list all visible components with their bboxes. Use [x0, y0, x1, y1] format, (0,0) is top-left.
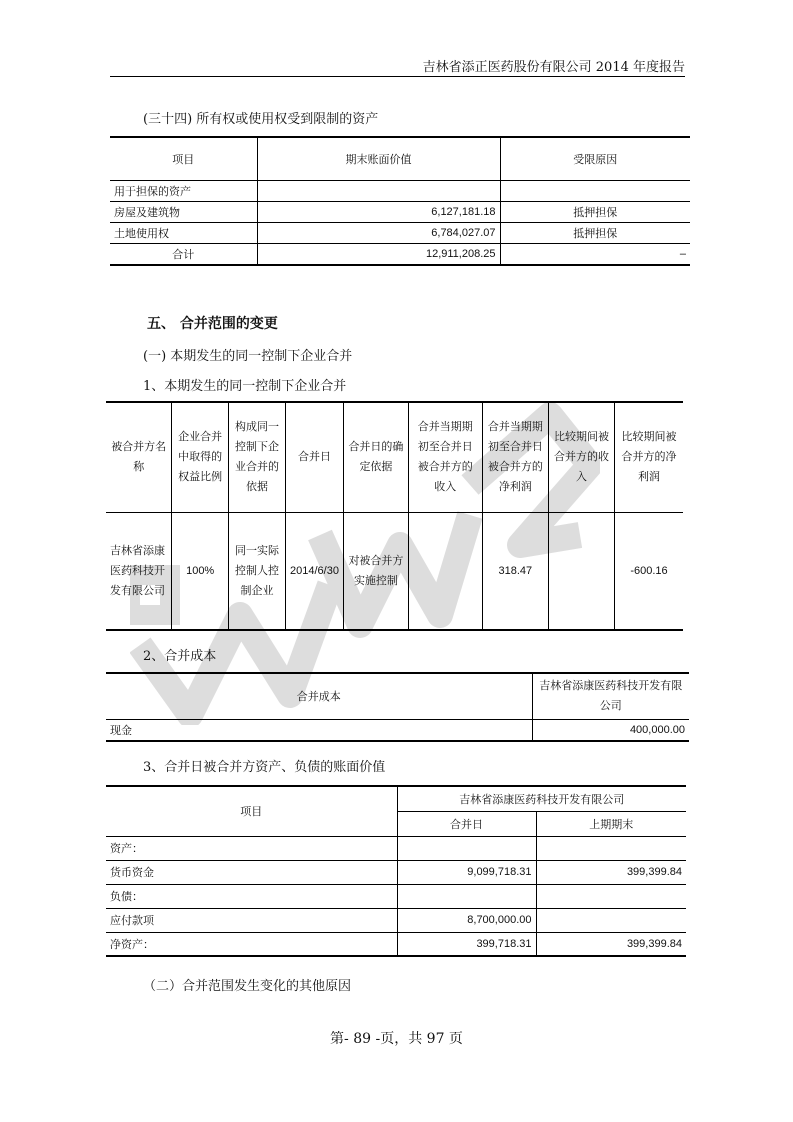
sec5-title: 五、 合并范围的变更: [147, 316, 278, 332]
bv-cell: 8,700,000.00: [397, 908, 536, 932]
bv-cell: 资产：: [106, 836, 397, 860]
bv-cell: 负债：: [106, 884, 397, 908]
s34-cell: 用于担保的资产: [110, 180, 257, 201]
bv-col-item: 项目: [106, 786, 397, 836]
merger-cell: 吉林省添康医药科技开发有限公司: [106, 512, 172, 630]
bv-cell: 399,399.84: [536, 860, 686, 884]
s34-total-value: 12,911,208.25: [257, 243, 500, 265]
merger-cell: 同一实际控制人控制企业: [228, 512, 285, 630]
bv-cell: 净资产：: [106, 932, 397, 956]
bv-col-prior: 上期期末: [536, 811, 686, 836]
merger-cell: -600.16: [614, 512, 683, 630]
bv-col-date: 合并日: [397, 811, 536, 836]
merger-cell: [408, 512, 482, 630]
bv-cell: 9,099,718.31: [397, 860, 536, 884]
s34-table: [110, 136, 690, 266]
s34-cell: 6,127,181.18: [257, 201, 500, 222]
page-footer: 第- 89 -页，共 97 页: [330, 1031, 463, 1047]
bv-cell: [397, 836, 536, 860]
sec5-item2: 2、合并成本: [143, 649, 217, 664]
s34-total-reason: –: [500, 243, 690, 265]
merger-cell: 对被合并方实施控制: [343, 512, 408, 630]
merger-col: 构成同一控制下企业合并的依据: [228, 402, 285, 512]
s34-col-item: 项目: [110, 137, 257, 180]
header-rule: [110, 76, 685, 77]
bv-cell: 货币资金: [106, 860, 397, 884]
bv-cell: 应付款项: [106, 908, 397, 932]
bv-cell: [536, 884, 686, 908]
s34-cell: 房屋及建筑物: [110, 201, 257, 222]
bv-cell: 399,399.84: [536, 932, 686, 956]
bv-cell: [536, 836, 686, 860]
s34-cell: 抵押担保: [500, 201, 690, 222]
sec5-item1: 1、本期发生的同一控制下企业合并: [143, 379, 347, 394]
merger-cell: 2014/6/30: [286, 512, 344, 630]
merger-col: 企业合并中取得的权益比例: [172, 402, 229, 512]
merger-col: 合并当期期初至合并日被合并方的收入: [408, 402, 482, 512]
page-header: 吉林省添正医药股份有限公司 2014 年度报告: [422, 60, 685, 75]
merger-col: 合并日: [286, 402, 344, 512]
s34-cell: 土地使用权: [110, 222, 257, 243]
s34-cell: [500, 180, 690, 201]
bv-col-company: 吉林省添康医药科技开发有限公司: [397, 786, 686, 811]
bv-cell: [397, 884, 536, 908]
cost-label: 现金: [106, 719, 532, 741]
bv-cell: 399,718.31: [397, 932, 536, 956]
bv-cell: [536, 908, 686, 932]
merger-cell: 318.47: [482, 512, 548, 630]
s34-title: (三十四) 所有权或使用权受到限制的资产: [143, 112, 379, 127]
sec5-item3: 3、合并日被合并方资产、负债的账面价值: [143, 760, 386, 775]
sec5-sub1: (一) 本期发生的同一控制下企业合并: [143, 349, 353, 364]
merger-col: 比较期间被合并方的净利润: [614, 402, 683, 512]
merger-cell: [549, 512, 615, 630]
bookvalue-table: [106, 785, 686, 957]
merger-table: [106, 401, 683, 631]
cost-company: 吉林省添康医药科技开发有限公司: [532, 673, 689, 719]
s34-total-label: 合计: [110, 243, 257, 265]
s34-col-reason: 受限原因: [500, 137, 690, 180]
s34-cell: 6,784,027.07: [257, 222, 500, 243]
merger-col: 比较期间被合并方的收入: [549, 402, 615, 512]
cost-value: 400,000.00: [532, 719, 689, 741]
cost-table: [106, 672, 689, 742]
s34-cell: [257, 180, 500, 201]
merger-col: 被合并方名称: [106, 402, 172, 512]
sec5-sub2: （二）合并范围发生变化的其他原因: [143, 979, 352, 994]
merger-cell: 100%: [172, 512, 229, 630]
cost-header: 合并成本: [106, 673, 532, 719]
merger-col: 合并当期期初至合并日被合并方的净利润: [482, 402, 548, 512]
s34-cell: 抵押担保: [500, 222, 690, 243]
s34-col-value: 期末账面价值: [257, 137, 500, 180]
merger-col: 合并日的确定依据: [343, 402, 408, 512]
